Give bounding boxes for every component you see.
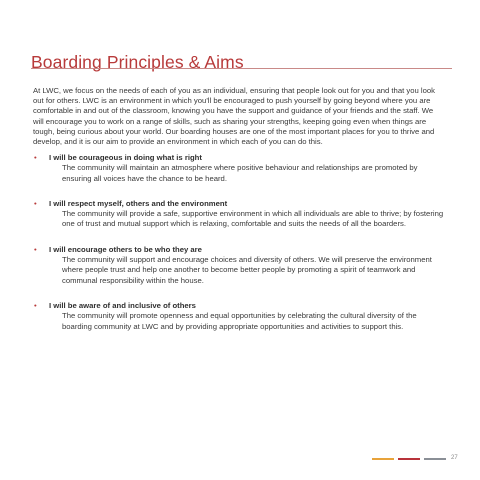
footer-color-bars [372, 458, 446, 461]
bullet-icon: • [34, 300, 37, 310]
principle-item [33, 153, 445, 184]
principle-item [33, 245, 445, 286]
bullet-icon: • [34, 244, 37, 254]
page-title: Boarding Principles & Aims [31, 51, 244, 72]
principle-item [33, 199, 445, 230]
principle-description: The community will support and encourage choices and diversity of others. We will preserve the environment where people trust and help one another to become better people by promoting a spirit of teamwork and communal responsibility within the house. [62, 255, 432, 285]
principle-heading: I will be courageous in doing what is right [49, 153, 202, 162]
principle-description: The community will maintain an atmosphere where positive behaviour and relationships are promoted by ensuring all voices have the chance to be heard. [62, 163, 418, 183]
principle-heading: I will respect myself, others and the environment [49, 198, 228, 208]
principle-description: The community will provide a safe, supportive environment in which all individuals are able to thrive; by fostering one of trust and mutual support which is relaxing, comfortable and suits the needs of all the boarders. [62, 209, 444, 229]
principle-item [33, 301, 445, 332]
footer-bar-grey [424, 458, 446, 460]
principles-list [33, 153, 445, 347]
footer-bar-red [398, 458, 420, 460]
principle-heading: I will be aware of and inclusive of others [49, 300, 196, 310]
intro-paragraph: At LWC, we focus on the needs of each of you as an individual, ensuring that people look out for you and that you look out for others. LWC is an environment in which you'll be encouraged to push yourself by going beyond where you are comfortable in and out of the classroom, knowing you have the support and guidance of your friends and the staff. We will encourage you to work on a range of skills, such as sharing your strengths, keeping going even when things are tough, being curious about your world. Our boarding houses are one of the most important places for you to thrive and develop, and it is our aim to provide an environment in which each of you can do this. [33, 85, 435, 147]
footer-bar-orange [372, 458, 394, 460]
bullet-icon: • [34, 198, 37, 208]
bullet-icon: • [34, 153, 37, 162]
principle-description: The community will promote openness and equal opportunities by celebrating the cultural diversity of the boarding community at LWC and by providing appropriate opportunities and activities to support this. [62, 311, 417, 331]
principle-heading: I will encourage others to be who they are [49, 244, 202, 254]
title-divider [31, 68, 452, 69]
page-number: 27 [451, 455, 458, 461]
